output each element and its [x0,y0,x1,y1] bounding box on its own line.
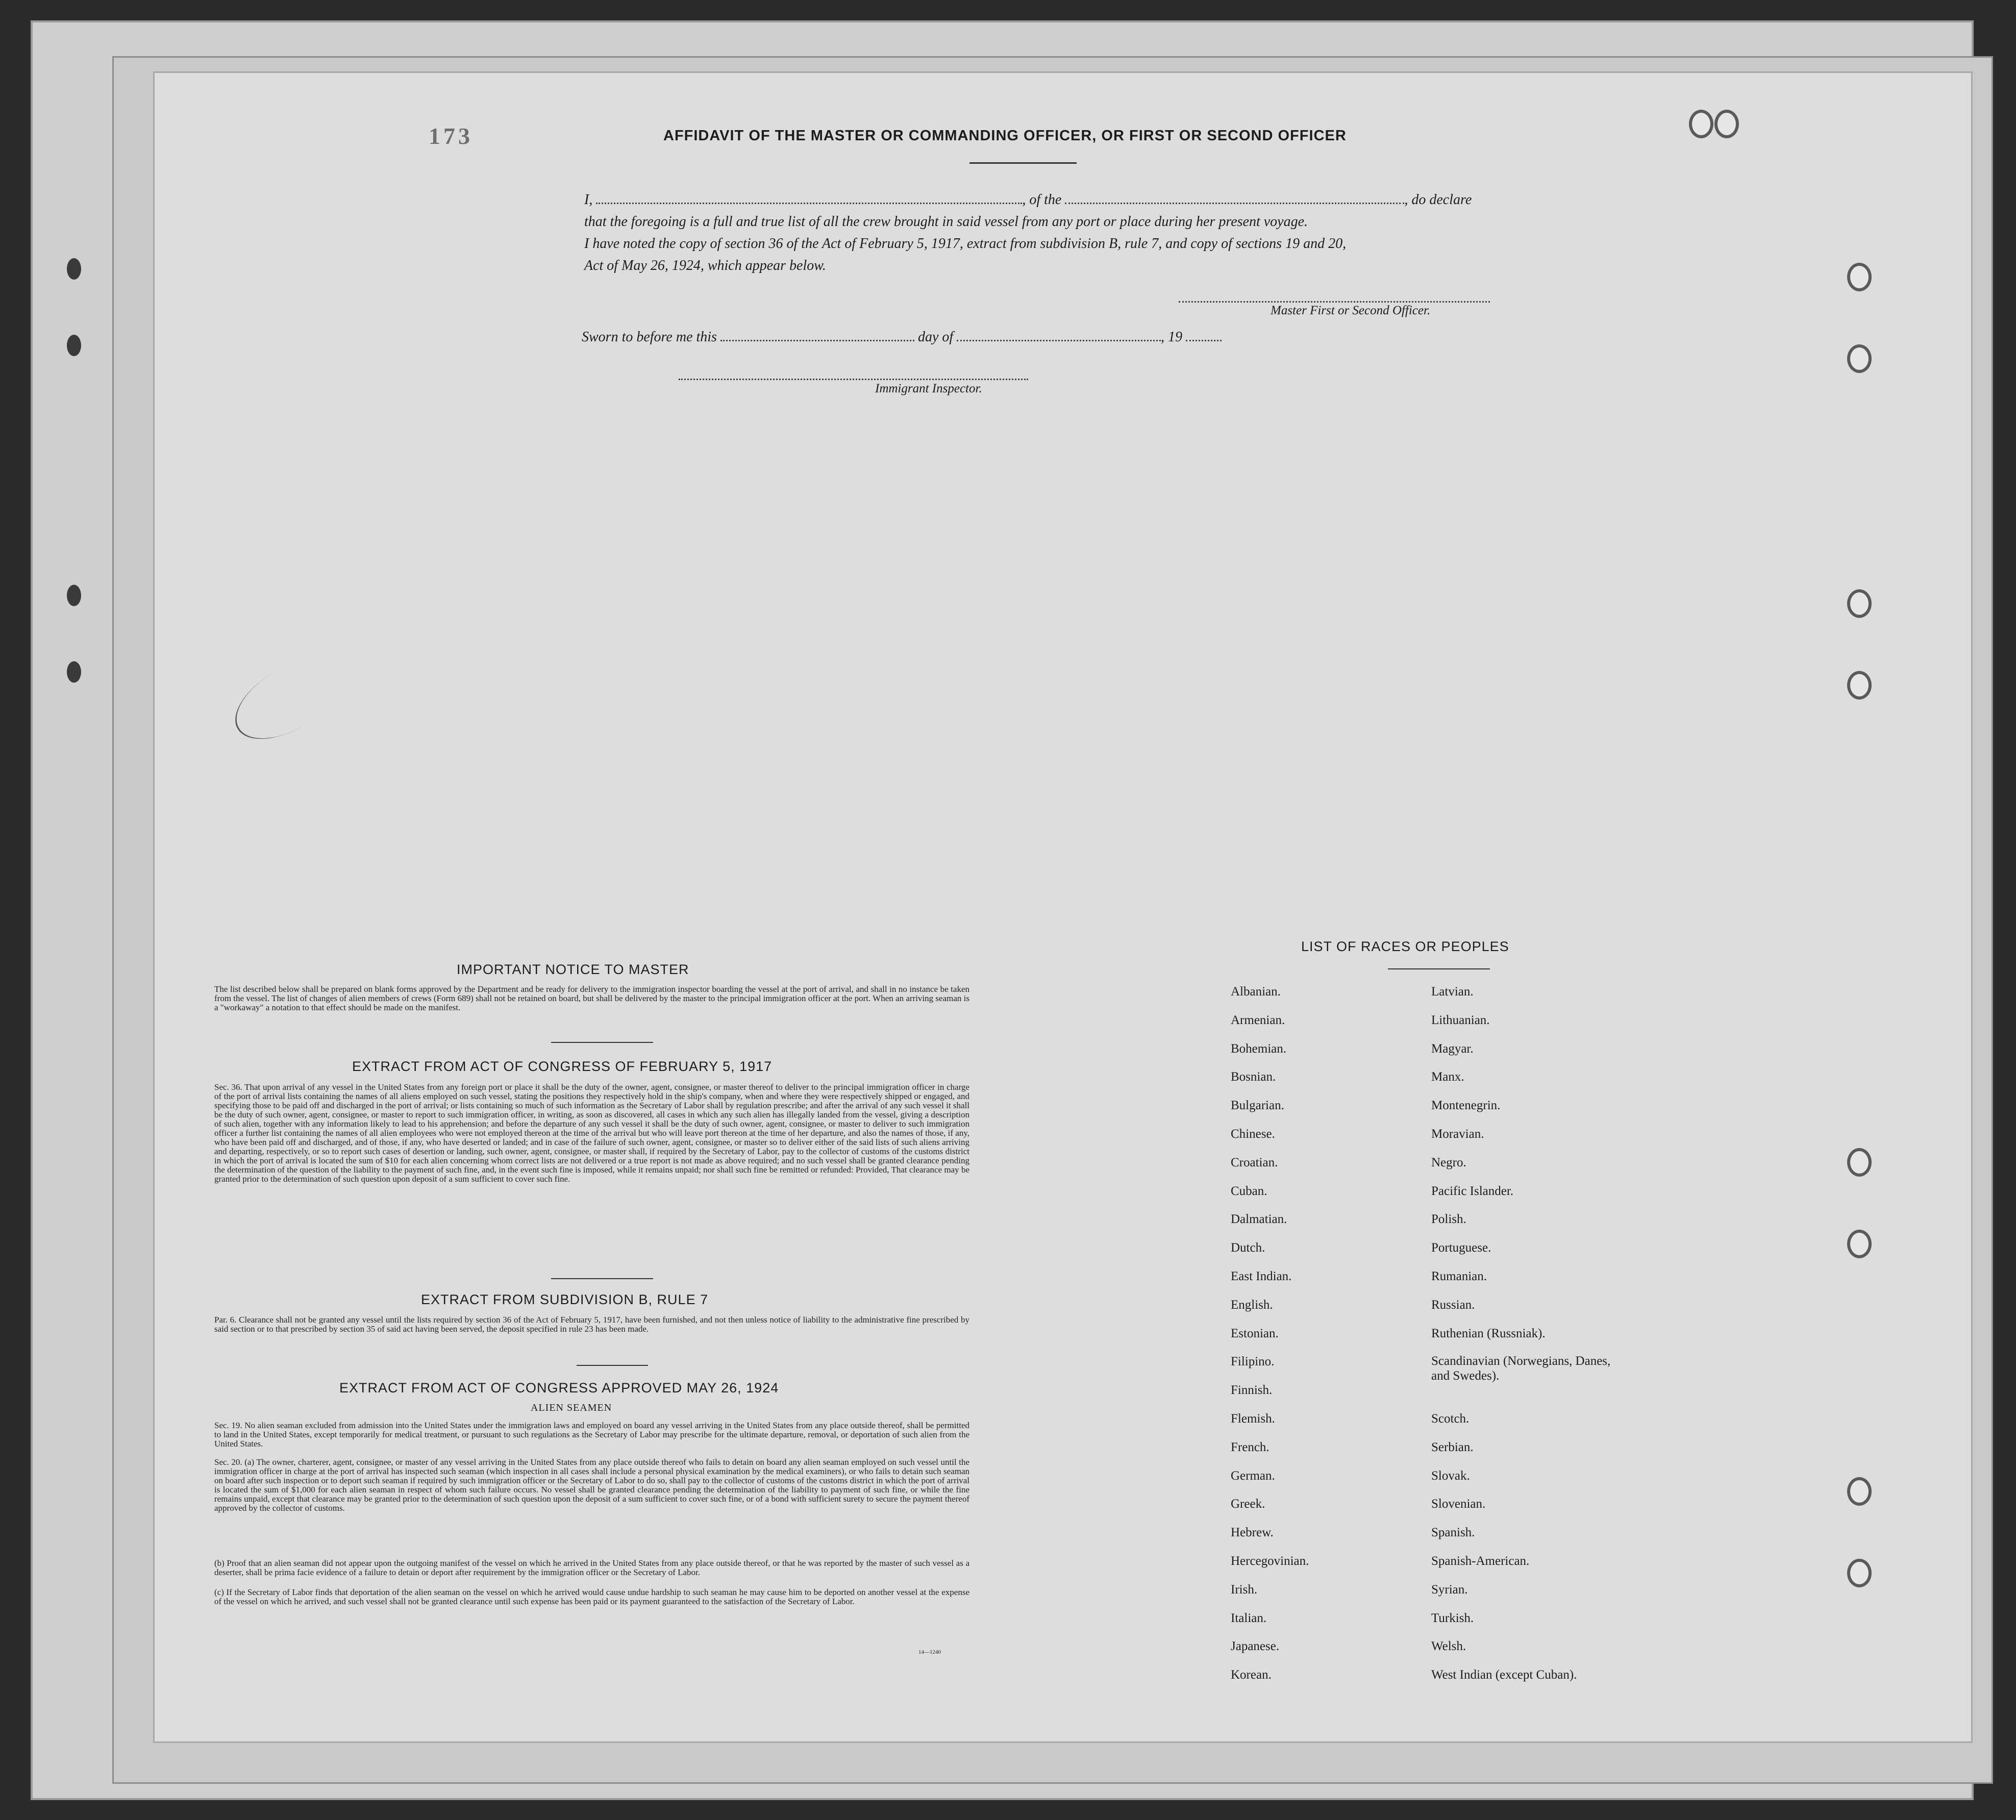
race-item: Portuguese. [1431,1241,1491,1255]
race-item: Spanish-American. [1431,1554,1530,1568]
race-item: Italian. [1231,1611,1267,1625]
race-item: East Indian. [1231,1269,1292,1283]
race-item: West Indian (except Cuban). [1431,1668,1577,1682]
sworn-year-field[interactable] [1186,331,1222,341]
extract-1924-sec19: Sec. 19. No alien seaman excluded from admission into the United States under the immigration laws and employed on board any vessel arriving in the United States from any place outside thereof, shall be permitted to land in the United States, except temporarily for medical treatment, or pursuant to such regulations as the Secretary of Labor may prescribe for the ultimate departure, removal, or deportation of such alien from the United States. [214,1420,969,1449]
race-item: Manx. [1431,1070,1464,1084]
race-item: Montenegrin. [1431,1099,1501,1113]
declaration-line-4: Act of May 26, 1924, which appear below. [584,258,826,273]
affidavit-title: AFFIDAVIT OF THE MASTER OR COMMANDING OFFICER, OR FIRST OR SECOND OFFICER [663,128,1347,144]
ring-hole [1847,589,1872,618]
declaration-of-the: , of the [1022,192,1062,208]
race-item: Scandinavian (Norwegians, Danes, and Swedes). [1431,1354,1611,1383]
declaration-line-3: I have noted the copy of section 36 of the Act of February 5, 1917, extract from subdivision B, rule 7, and copy of sections 19 and 20, [584,236,1347,252]
race-item: Dalmatian. [1231,1212,1287,1227]
page-number: 173 [429,123,473,149]
race-item: Slovak. [1431,1468,1470,1483]
extract-1924-sec20c: (c) If the Secretary of Labor finds that deportation of the alien seaman on the vessel on which he arrived would cause undue hardship to such seaman he may cause him to be deported on another vessel at the expense of the vessel on which he arrived, and such vessel shall not be granted clearance until such expense has been paid or its payment guaranteed to the satisfaction of the Secretary of Labor. [214,1587,969,1606]
race-item: Cuban. [1231,1184,1267,1198]
extract-1917-body: Sec. 36. That upon arrival of any vessel in the United States from any foreign port or place it shall be the duty of the owner, agent, consignee, or master thereof to deliver to the principal immigration officer in charge of the port of arrival lists containing the names of all aliens employed on such vessel, stating the positions they respectively hold in the ship's company, when and where they were respectively shipped or engaged, and specifying those to be paid off and discharged in the port of arrival; or lists containing so much of such information as the Secretary of Labor shall by regulation prescribe; and after the arrival of any such vessel it shall be the duty of such owner, agent, consignee, or master to report to such immigration officer, in writing, as soon as discovered, all cases in which any such alien has illegally landed from the vessel, giving a description of such alien, together with any information likely to lead to his apprehension; and before the departure of any such vessel it shall be the duty of such owner, agent, consignee, or master to deliver to such immigration officer a further list containing the names of all alien employees who were not employed thereon at the time of the arrival but who will leave port thereon at the time of her departure, and also the names of those, if any, who have been paid off and discharged, and of those, if any, who have deserted or landed; and in case of the failure of such owner, agent, consignee, or master so to deliver either of the said lists of such aliens arriving and departing, respectively, or so to report such cases of desertion or landing, such owner, agent, consignee, or master shall, if required by the Secretary of Labor, pay to the collector of customs of the customs district in which the port of arrival is located the sum of $10 for each alien concerning whom correct lists are not delivered or a true report is not made as above required; and no such vessel shall be granted clearance pending the determination of the question of the liability to the payment of such fine, and, in the event such fine is imposed, while it remains unpaid; nor shall such fine be remitted or refunded: Provided, That clearance may be granted prior to the determination of such question upon deposit of a sum sufficient to cover such fine. [214,1082,969,1184]
race-item: Serbian. [1431,1440,1474,1454]
race-item: Turkish. [1431,1611,1474,1625]
binder-hole [64,658,84,686]
declaration-line-1 [584,189,1503,211]
ring-hole [1847,1148,1872,1177]
race-item: Syrian. [1431,1582,1468,1597]
race-item: Bosnian. [1231,1070,1276,1084]
section-rule [577,1365,648,1366]
race-item: Russian. [1431,1298,1475,1312]
declaration-line-2: that the foregoing is a full and true list of all the crew brought in said vessel from any port or place during her present voyage. [584,214,1308,230]
section-rule [551,1278,653,1279]
race-item: Greek. [1231,1497,1265,1511]
title-rule [969,162,1077,164]
race-item: Korean. [1231,1668,1272,1682]
sworn-date-field[interactable] [720,331,914,341]
name-field[interactable] [596,192,1022,204]
binder-hole [64,332,84,359]
race-item: Chinese. [1231,1127,1275,1141]
race-item: Hercegovinian. [1231,1554,1309,1568]
ring-hole [1847,1230,1872,1258]
race-item: Scotch. [1431,1412,1470,1426]
binder-hole [64,582,84,609]
race-item: Filipino. [1231,1355,1275,1369]
race-item: Negro. [1431,1155,1466,1169]
notice-title: IMPORTANT NOTICE TO MASTER [457,962,689,977]
notice-body: The list described below shall be prepared on blank forms approved by the Department and be ready for delivery to the immigration inspector boarding the vessel at the port of arrival, and shall in no instance be taken from the vessel. The list of changes of alien members of crews (Form 689) shall not be retained on board, but shall be delivered by the master to the principal immigration officer at the port. When an arriving seaman is a "workaway" a notation to that effect should be made on the manifest. [214,984,969,1012]
signature-label: Master First or Second Officer. [1271,304,1431,317]
race-item: Japanese. [1231,1639,1280,1654]
race-item: Pacific Islander. [1431,1184,1514,1198]
race-item: Bulgarian. [1231,1099,1284,1113]
sworn-line [582,329,1222,345]
race-item: Albanian. [1231,985,1281,999]
race-item: Lithuanian. [1431,1013,1490,1027]
inspector-signature-line[interactable] [679,379,1028,380]
ring-hole [1847,344,1872,373]
extract-1924-subtitle: ALIEN SEAMEN [531,1402,612,1413]
declaration-i: I, [584,192,593,208]
race-item: Polish. [1431,1212,1466,1227]
sworn-month-field[interactable] [957,331,1161,341]
race-item: Welsh. [1431,1639,1466,1654]
race-item: English. [1231,1298,1273,1312]
extract-rule7-body: Par. 6. Clearance shall not be granted any vessel until the lists required by section 36 of the Act of February 5, 1917, have been furnished, and not then unless notice of liability to the administrative fine prescribed by said section or to that prescribed by section 35 of said act having been served, the deposit specified in rule 23 has been made. [214,1315,969,1334]
ring-hole [1689,110,1713,138]
ring-hole [1714,110,1739,138]
race-item: Slovenian. [1431,1497,1486,1511]
race-item: German. [1231,1468,1275,1483]
race-item: Armenian. [1231,1013,1285,1027]
section-rule [551,1042,653,1043]
race-item: Irish. [1231,1582,1258,1597]
race-item: Finnish. [1231,1383,1273,1398]
ring-hole [1847,263,1872,291]
race-item: Latvian. [1431,985,1474,999]
extract-1924-sec20b: (b) Proof that an alien seaman did not appear upon the outgoing manifest of the vessel on which he arrived in the United States from any place outside thereof, or that he was reported by the master of such vessel as a deserter, shall be prima facie evidence of a failure to detain or deport after requirement by the immigration officer or the Secretary of Labor. [214,1558,969,1577]
extract-1924-sec20a: Sec. 20. (a) The owner, charterer, agent, consignee, or master of any vessel arriving in the United States from any place outside thereof who fails to detain on board any alien seaman employed on such vessel until the immigration officer in charge at the port of arrival has inspected such seaman (which inspection in all cases shall include a personal physical examination by the medical examiners), or who fails to detain such seaman on board after such inspection or to deport such seaman if required by such immigration officer or the Secretary of Labor to do so, shall pay to the collector of customs of the customs district in which the port of arrival is located the sum of $1,000 for each alien seaman in respect of whom such failure occurs. No vessel shall be granted clearance pending the determination of the liability to payment of such fine, or while the fine remains unpaid, except that clearance may be granted prior to the determination of such question upon the deposit of a sum sufficient to cover such fine, or of a bond with sufficient surety to secure the payment thereof approved by the collector of customs. [214,1457,969,1513]
race-item: Estonian. [1231,1326,1279,1340]
vessel-field[interactable] [1065,192,1404,204]
race-item: Ruthenian (Russniak). [1431,1326,1546,1340]
races-title: LIST OF RACES OR PEOPLES [1301,939,1509,954]
race-item: Rumanian. [1431,1269,1487,1283]
extract-1917-title: EXTRACT FROM ACT OF CONGRESS OF FEBRUARY 5, 1917 [352,1059,773,1074]
race-item: Flemish. [1231,1412,1275,1426]
inspector-label: Immigrant Inspector. [875,382,982,395]
race-item: Magyar. [1431,1041,1474,1056]
ring-hole [1847,1559,1872,1587]
ring-hole [1847,671,1872,700]
extract-rule7-title: EXTRACT FROM SUBDIVISION B, RULE 7 [421,1292,709,1307]
signature-line[interactable] [1179,301,1490,303]
sworn-year-label: , 19 [1161,329,1183,345]
races-rule [1388,968,1490,969]
binder-hole [64,255,84,283]
extract-1924-title: EXTRACT FROM ACT OF CONGRESS APPROVED MAY 26, 1924 [339,1380,779,1395]
sworn-day-label: day of [917,329,954,345]
declaration-text [584,189,1503,277]
sworn-prefix: Sworn to before me this [582,329,717,345]
race-item: French. [1231,1440,1270,1454]
declaration-do-declare: , do declare [1404,192,1472,208]
race-item: Croatian. [1231,1155,1278,1169]
race-item: Spanish. [1431,1526,1475,1540]
form-code: 14—1240 [918,1649,941,1655]
race-item: Dutch. [1231,1241,1265,1255]
race-item: Moravian. [1431,1127,1484,1141]
race-item: Bohemian. [1231,1041,1287,1056]
ring-hole [1847,1477,1872,1506]
race-item: Hebrew. [1231,1526,1274,1540]
